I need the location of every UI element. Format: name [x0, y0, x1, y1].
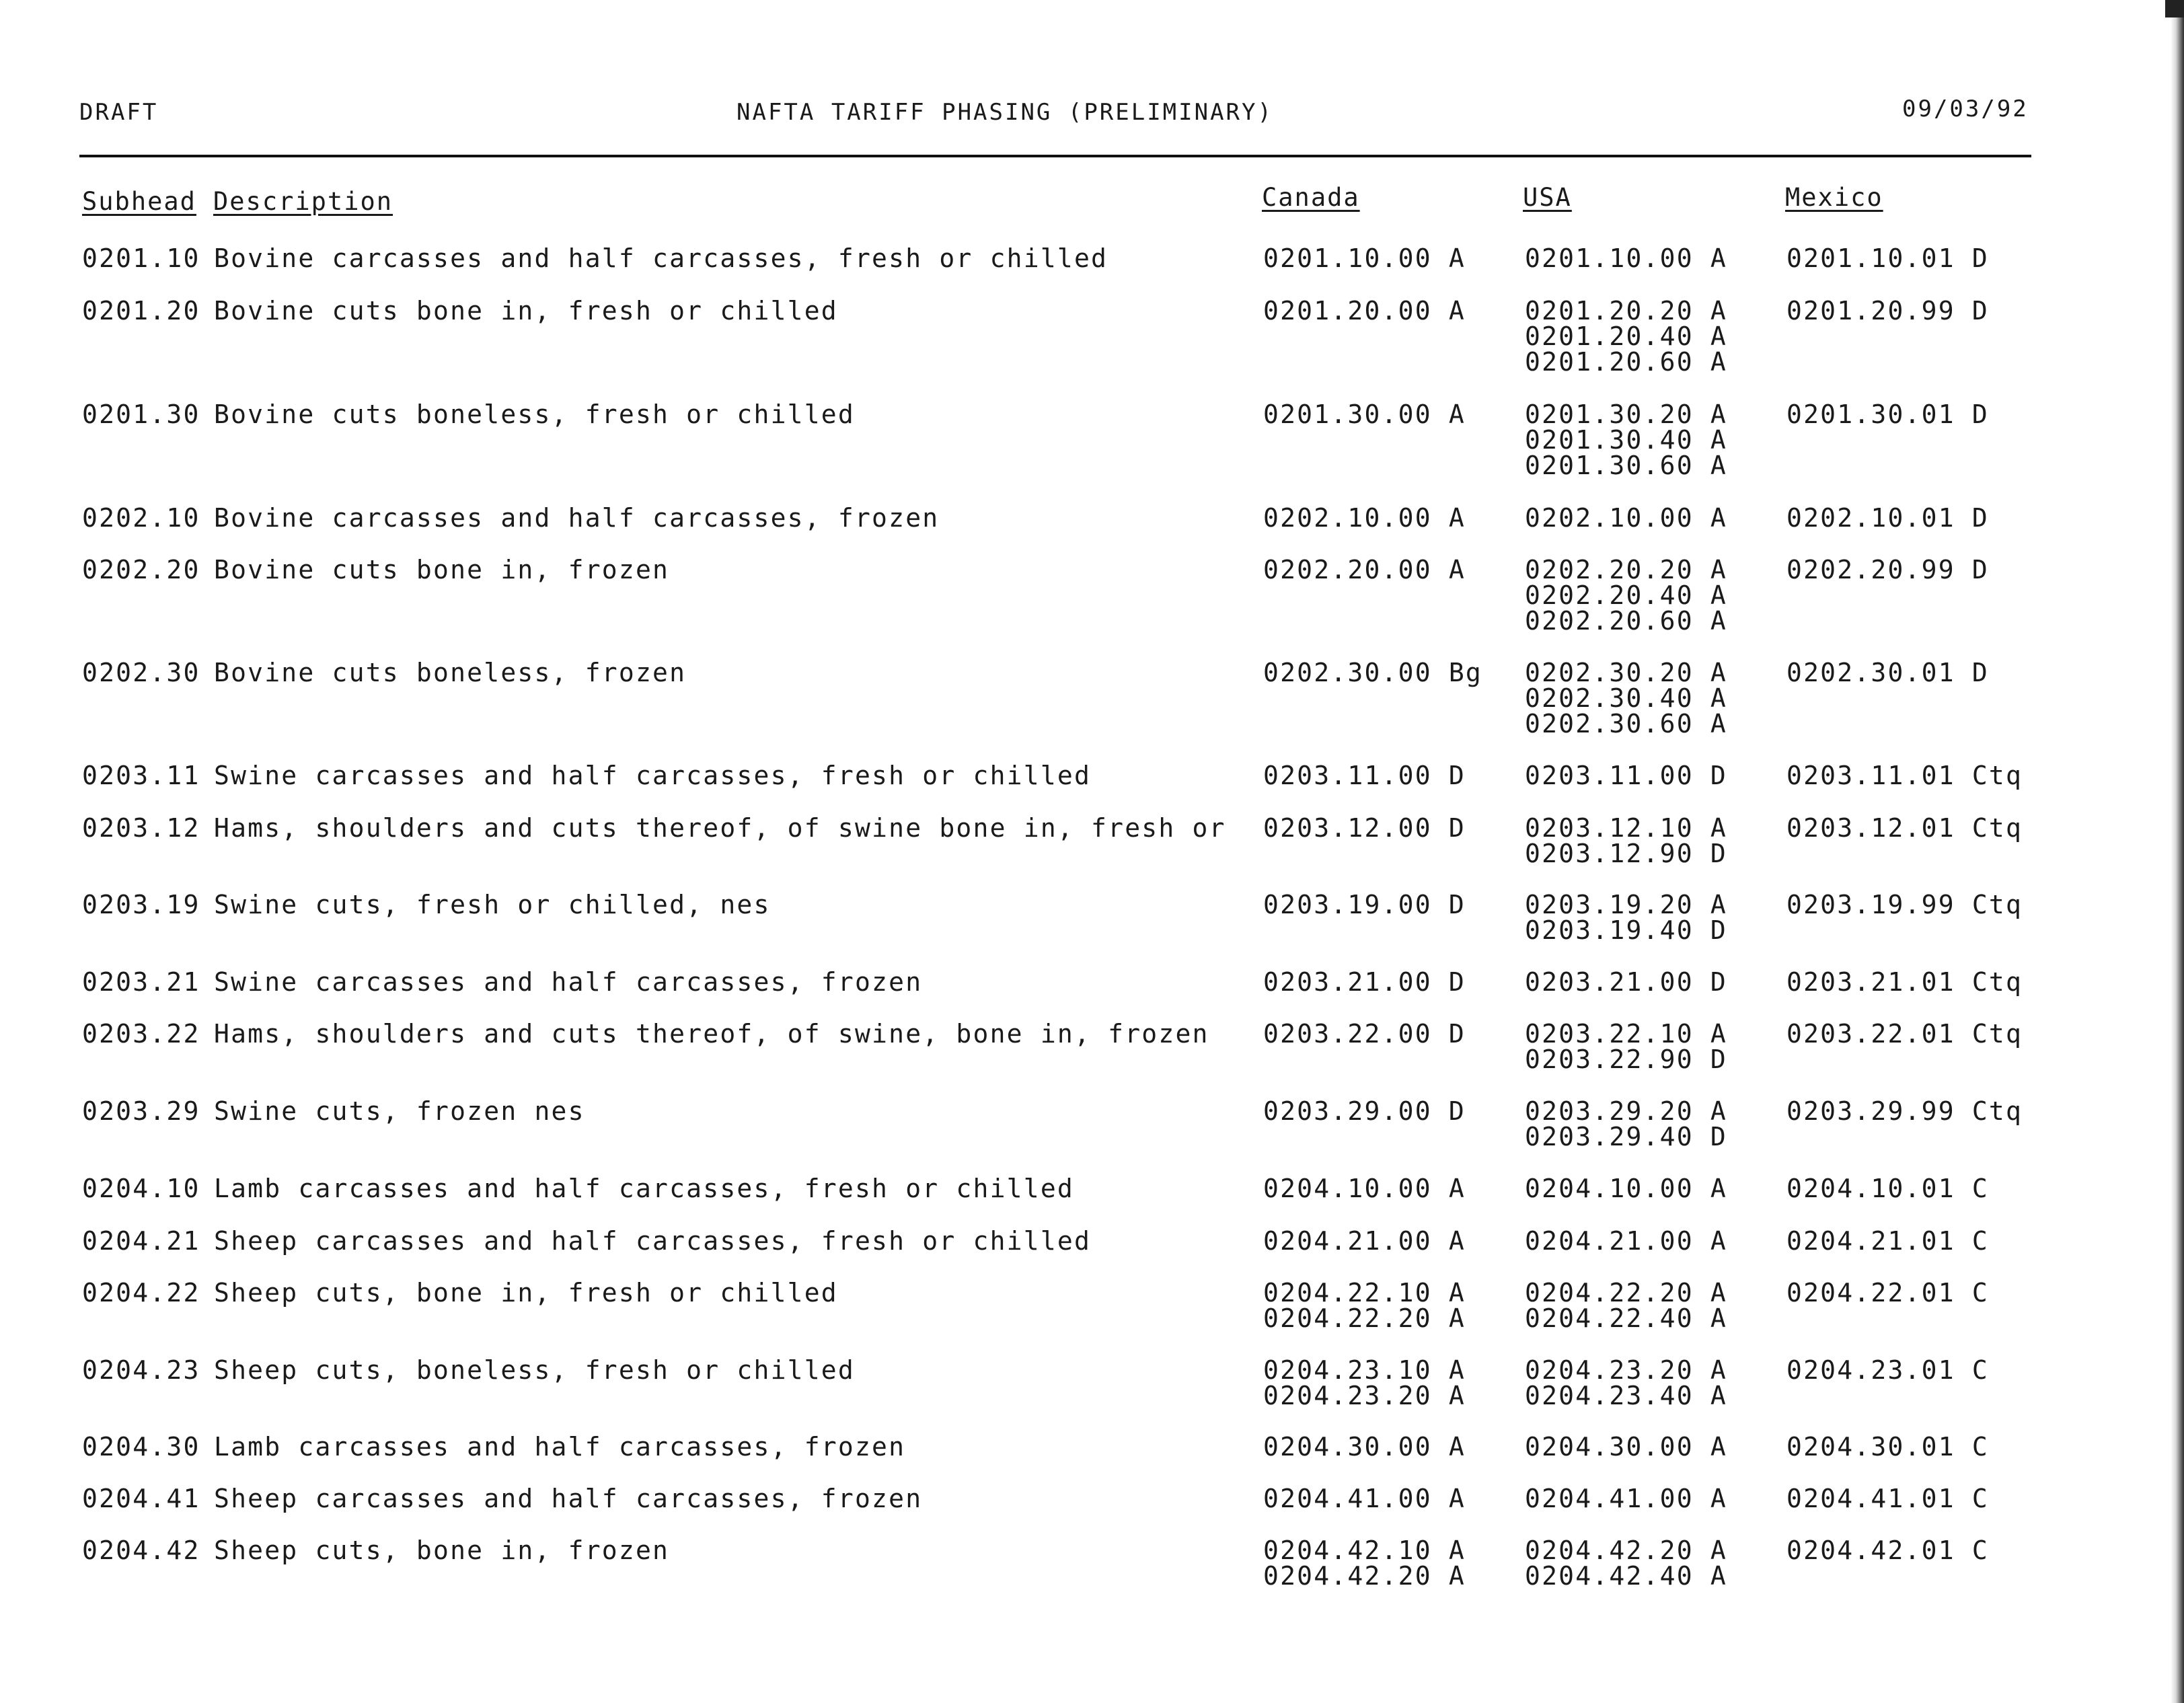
- mexico-cell: [1786, 969, 2023, 995]
- mexico-cell: [1786, 245, 1989, 271]
- canada-tariff-code: 0203.19.00 D: [1263, 890, 1466, 919]
- usa-cell: [1525, 1486, 1727, 1511]
- mexico-cell: [1786, 1538, 1989, 1563]
- usa-tariff-code: 0204.23.20 A: [1525, 1355, 1727, 1385]
- subhead-cell: 0204.42: [82, 1536, 200, 1565]
- usa-tariff-code: 0201.10.00 A: [1525, 243, 1727, 273]
- mexico-cell: [1786, 1098, 2023, 1124]
- canada-tariff-code: 0203.22.00 D: [1263, 1019, 1466, 1049]
- mexico-cell: [1786, 1486, 1989, 1511]
- usa-cell: [1525, 1538, 1727, 1589]
- usa-cell: [1525, 1280, 1727, 1331]
- usa-tariff-code: 0204.21.00 A: [1525, 1226, 1727, 1256]
- mexico-tariff-code: 0204.23.01 C: [1786, 1355, 1989, 1385]
- canada-tariff-code: 0204.42.20 A: [1263, 1561, 1466, 1591]
- canada-tariff-code: 0202.30.00 Bg: [1263, 658, 1483, 687]
- mexico-cell: [1786, 298, 1989, 324]
- usa-tariff-code: 0201.30.20 A: [1525, 400, 1727, 429]
- usa-cell: [1525, 815, 1727, 866]
- usa-tariff-code: 0202.30.60 A: [1525, 709, 1727, 739]
- description-cell: Sheep cuts, bone in, frozen: [214, 1536, 670, 1565]
- canada-tariff-code: 0204.30.00 A: [1263, 1432, 1466, 1462]
- usa-tariff-code: 0203.19.40 D: [1525, 915, 1727, 945]
- description-cell: Sheep carcasses and half carcasses, fresh or chilled: [214, 1226, 1092, 1256]
- canada-cell: [1263, 815, 1466, 841]
- subhead-cell: 0204.23: [82, 1355, 200, 1385]
- mexico-tariff-code: 0204.21.01 C: [1786, 1226, 1989, 1256]
- usa-tariff-code: 0204.10.00 A: [1525, 1174, 1727, 1203]
- usa-cell: [1525, 1228, 1727, 1254]
- usa-tariff-code: 0203.19.20 A: [1525, 890, 1727, 919]
- mexico-cell: [1786, 1228, 1989, 1254]
- subhead-cell: 0204.21: [82, 1226, 200, 1256]
- canada-cell: [1263, 1021, 1466, 1047]
- subhead-cell: 0203.12: [82, 813, 200, 843]
- subhead-cell: 0204.41: [82, 1484, 200, 1513]
- usa-cell: [1525, 763, 1727, 788]
- canada-cell: [1263, 1434, 1466, 1460]
- usa-cell: [1525, 402, 1727, 478]
- canada-cell: [1263, 402, 1466, 427]
- canada-tariff-code: 0203.12.00 D: [1263, 813, 1466, 843]
- subhead-cell: 0203.29: [82, 1096, 200, 1126]
- mexico-tariff-code: 0204.10.01 C: [1786, 1174, 1989, 1203]
- description-cell: Hams, shoulders and cuts thereof, of swine bone in, fresh or: [214, 813, 1226, 843]
- usa-tariff-code: 0203.29.20 A: [1525, 1096, 1727, 1126]
- canada-cell: [1263, 505, 1466, 531]
- usa-tariff-code: 0202.30.40 A: [1525, 683, 1727, 713]
- column-header-subhead: Subhead: [82, 187, 196, 216]
- mexico-tariff-code: 0204.22.01 C: [1786, 1278, 1989, 1308]
- draft-label: DRAFT: [79, 99, 159, 126]
- mexico-tariff-code: 0203.29.99 Ctq: [1786, 1096, 2023, 1126]
- canada-tariff-code: 0203.11.00 D: [1263, 761, 1466, 790]
- canada-tariff-code: 0204.22.20 A: [1263, 1303, 1466, 1333]
- canada-cell: [1263, 763, 1466, 788]
- usa-tariff-code: 0204.22.20 A: [1525, 1278, 1727, 1308]
- canada-cell: [1263, 660, 1482, 685]
- mexico-cell: [1786, 1176, 1989, 1201]
- canada-tariff-code: 0201.10.00 A: [1263, 243, 1466, 273]
- mexico-tariff-code: 0204.41.01 C: [1786, 1484, 1989, 1513]
- document-title: NAFTA TARIFF PHASING (PRELIMINARY): [737, 99, 1273, 126]
- usa-cell: [1525, 892, 1727, 943]
- description-cell: Swine carcasses and half carcasses, fresh or chilled: [214, 761, 1092, 790]
- mexico-tariff-code: 0203.21.01 Ctq: [1786, 967, 2023, 997]
- mexico-cell: [1786, 557, 1989, 582]
- description-cell: Bovine cuts bone in, fresh or chilled: [214, 296, 838, 326]
- scan-corner-mark: [2165, 0, 2184, 17]
- mexico-tariff-code: 0203.22.01 Ctq: [1786, 1019, 2023, 1049]
- canada-cell: [1263, 1176, 1466, 1201]
- header-rule: [79, 155, 2031, 157]
- mexico-tariff-code: 0204.30.01 C: [1786, 1432, 1989, 1462]
- canada-cell: [1263, 1538, 1466, 1589]
- description-cell: Swine cuts, frozen nes: [214, 1096, 585, 1126]
- subhead-cell: 0203.19: [82, 890, 200, 919]
- canada-cell: [1263, 557, 1466, 582]
- canada-tariff-code: 0204.42.10 A: [1263, 1536, 1466, 1565]
- usa-cell: [1525, 1357, 1727, 1408]
- canada-tariff-code: 0201.30.00 A: [1263, 400, 1466, 429]
- subhead-cell: 0203.21: [82, 967, 200, 997]
- subhead-cell: 0203.22: [82, 1019, 200, 1049]
- canada-tariff-code: 0204.22.10 A: [1263, 1278, 1466, 1308]
- usa-tariff-code: 0201.30.40 A: [1525, 425, 1727, 455]
- canada-cell: [1263, 1098, 1466, 1124]
- description-cell: Bovine cuts boneless, frozen: [214, 658, 687, 687]
- mexico-cell: [1786, 815, 2023, 841]
- usa-cell: [1525, 1434, 1727, 1460]
- canada-tariff-code: 0202.20.00 A: [1263, 555, 1466, 584]
- subhead-cell: 0203.11: [82, 761, 200, 790]
- mexico-tariff-code: 0203.19.99 Ctq: [1786, 890, 2023, 919]
- mexico-cell: [1786, 660, 1989, 685]
- usa-tariff-code: 0202.30.20 A: [1525, 658, 1727, 687]
- mexico-cell: [1786, 763, 2023, 788]
- description-cell: Hams, shoulders and cuts thereof, of swine, bone in, frozen: [214, 1019, 1209, 1049]
- subhead-cell: 0201.10: [82, 243, 200, 273]
- canada-cell: [1263, 1280, 1466, 1331]
- mexico-cell: [1786, 1434, 1989, 1460]
- usa-tariff-code: 0204.22.40 A: [1525, 1303, 1727, 1333]
- canada-cell: [1263, 892, 1466, 917]
- usa-tariff-code: 0204.41.00 A: [1525, 1484, 1727, 1513]
- description-cell: Swine carcasses and half carcasses, frozen: [214, 967, 923, 997]
- usa-cell: [1525, 969, 1727, 995]
- subhead-cell: 0204.10: [82, 1174, 200, 1203]
- canada-cell: [1263, 969, 1466, 995]
- usa-cell: [1525, 1098, 1727, 1149]
- mexico-cell: [1786, 402, 1989, 427]
- usa-cell: [1525, 1021, 1727, 1072]
- column-header-canada: Canada: [1262, 183, 1360, 212]
- usa-tariff-code: 0203.21.00 D: [1525, 967, 1727, 997]
- subhead-cell: 0204.22: [82, 1278, 200, 1308]
- usa-cell: [1525, 1176, 1727, 1201]
- subhead-cell: 0202.30: [82, 658, 200, 687]
- description-cell: Sheep cuts, boneless, fresh or chilled: [214, 1355, 855, 1385]
- usa-cell: [1525, 505, 1727, 531]
- usa-tariff-code: 0204.42.40 A: [1525, 1561, 1727, 1591]
- usa-tariff-code: 0201.30.60 A: [1525, 451, 1727, 480]
- mexico-tariff-code: 0201.30.01 D: [1786, 400, 1989, 429]
- mexico-tariff-code: 0201.20.99 D: [1786, 296, 1989, 326]
- mexico-tariff-code: 0204.42.01 C: [1786, 1536, 1989, 1565]
- mexico-cell: [1786, 892, 2023, 917]
- usa-cell: [1525, 245, 1727, 271]
- mexico-cell: [1786, 1021, 2023, 1047]
- mexico-tariff-code: 0203.11.01 Ctq: [1786, 761, 2023, 790]
- usa-tariff-code: 0204.30.00 A: [1525, 1432, 1727, 1462]
- mexico-cell: [1786, 1357, 1989, 1383]
- usa-tariff-code: 0202.20.20 A: [1525, 555, 1727, 584]
- usa-tariff-code: 0203.22.90 D: [1525, 1045, 1727, 1074]
- description-cell: Lamb carcasses and half carcasses, fresh or chilled: [214, 1174, 1074, 1203]
- description-cell: Bovine cuts boneless, fresh or chilled: [214, 400, 855, 429]
- subhead-cell: 0202.10: [82, 503, 200, 533]
- mexico-tariff-code: 0201.10.01 D: [1786, 243, 1989, 273]
- description-cell: Sheep cuts, bone in, fresh or chilled: [214, 1278, 838, 1308]
- description-cell: Lamb carcasses and half carcasses, frozen: [214, 1432, 906, 1462]
- mexico-cell: [1786, 1278, 1989, 1308]
- usa-tariff-code: 0203.12.10 A: [1525, 813, 1727, 843]
- description-cell: Swine cuts, fresh or chilled, nes: [214, 890, 771, 919]
- column-header-mexico: Mexico: [1785, 183, 1883, 212]
- canada-cell: [1263, 1228, 1466, 1254]
- usa-tariff-code: 0202.20.40 A: [1525, 580, 1727, 610]
- usa-tariff-code: 0202.20.60 A: [1525, 606, 1727, 636]
- canada-tariff-code: 0203.21.00 D: [1263, 967, 1466, 997]
- subhead-cell: 0201.20: [82, 296, 200, 326]
- usa-tariff-code: 0204.23.40 A: [1525, 1381, 1727, 1410]
- mexico-cell: [1786, 505, 1989, 531]
- usa-tariff-code: 0201.20.60 A: [1525, 347, 1727, 377]
- subhead-cell: 0202.20: [82, 555, 200, 584]
- canada-tariff-code: 0204.41.00 A: [1263, 1484, 1466, 1513]
- usa-tariff-code: 0203.11.00 D: [1525, 761, 1727, 790]
- usa-tariff-code: 0203.12.90 D: [1525, 839, 1727, 868]
- canada-tariff-code: 0204.23.10 A: [1263, 1355, 1466, 1385]
- canada-cell: [1263, 298, 1466, 324]
- usa-tariff-code: 0204.42.20 A: [1525, 1536, 1727, 1565]
- column-header-usa: USA: [1523, 183, 1572, 212]
- canada-cell: [1263, 1486, 1466, 1511]
- canada-tariff-code: 0204.10.00 A: [1263, 1174, 1466, 1203]
- usa-tariff-code: 0202.10.00 A: [1525, 503, 1727, 533]
- scan-edge: [2171, 0, 2184, 1703]
- subhead-cell: 0204.30: [82, 1432, 200, 1462]
- canada-cell: [1263, 1357, 1466, 1408]
- canada-tariff-code: 0203.29.00 D: [1263, 1096, 1466, 1126]
- canada-tariff-code: 0201.20.00 A: [1263, 296, 1466, 326]
- usa-tariff-code: 0203.22.10 A: [1525, 1019, 1727, 1049]
- subhead-cell: 0201.30: [82, 400, 200, 429]
- description-cell: Sheep carcasses and half carcasses, frozen: [214, 1484, 923, 1513]
- usa-cell: [1525, 658, 1727, 739]
- canada-tariff-code: 0202.10.00 A: [1263, 503, 1466, 533]
- usa-cell: [1525, 557, 1727, 634]
- document-date: 09/03/92: [1902, 96, 2029, 122]
- description-cell: Bovine cuts bone in, frozen: [214, 555, 670, 584]
- mexico-tariff-code: 0203.12.01 Ctq: [1786, 813, 2023, 843]
- canada-cell: [1263, 245, 1466, 271]
- column-header-description: Description: [213, 187, 393, 216]
- usa-tariff-code: 0201.20.20 A: [1525, 296, 1727, 326]
- mexico-tariff-code: 0202.10.01 D: [1786, 503, 1989, 533]
- canada-tariff-code: 0204.21.00 A: [1263, 1226, 1466, 1256]
- canada-tariff-code: 0204.23.20 A: [1263, 1381, 1466, 1410]
- usa-tariff-code: 0201.20.40 A: [1525, 321, 1727, 351]
- mexico-tariff-code: 0202.30.01 D: [1786, 658, 1989, 687]
- usa-cell: [1525, 298, 1727, 375]
- mexico-tariff-code: 0202.20.99 D: [1786, 555, 1989, 584]
- description-cell: Bovine carcasses and half carcasses, fresh or chilled: [214, 243, 1108, 273]
- description-cell: Bovine carcasses and half carcasses, frozen: [214, 503, 940, 533]
- usa-tariff-code: 0203.29.40 D: [1525, 1122, 1727, 1151]
